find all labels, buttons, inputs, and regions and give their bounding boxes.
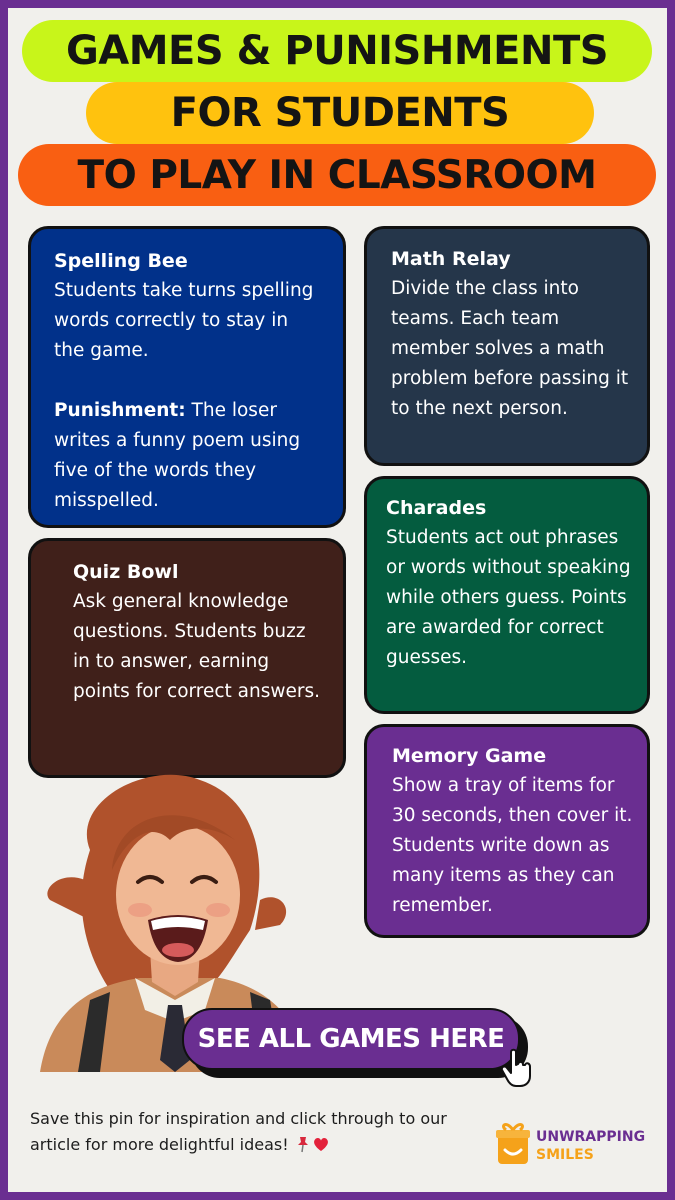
see-all-games-button[interactable]: SEE ALL GAMES HERE bbox=[182, 1008, 520, 1070]
logo-line-2: SMILES bbox=[536, 1147, 594, 1163]
card-title: Quiz Bowl bbox=[73, 561, 179, 583]
card-spelling-bee bbox=[28, 226, 346, 528]
logo-wordmark bbox=[536, 1128, 645, 1164]
card-quiz-bowl bbox=[28, 538, 346, 778]
card-title: Spelling Bee bbox=[54, 250, 188, 272]
card-description: Ask general knowledge questions. Students buzz in to answer, earning points for correct answers. bbox=[73, 591, 321, 702]
card-title: Charades bbox=[386, 497, 487, 519]
logo-line-1: UNWRAPPING bbox=[536, 1129, 646, 1145]
card-description: Show a tray of items for 30 seconds, then cover it. Students write down as many items as they can remember. bbox=[392, 775, 633, 916]
card-title: Math Relay bbox=[391, 248, 511, 270]
card-math-relay bbox=[364, 226, 650, 466]
pushpin-icon bbox=[294, 1135, 312, 1153]
card-description: Divide the class into teams. Each team member solves a math problem before passing it to the next person. bbox=[391, 278, 629, 419]
punishment-text: The loser writes a funny poem using five of the words they misspelled. bbox=[54, 400, 301, 511]
title-line-2: FOR STUDENTS bbox=[86, 82, 594, 144]
card-description: Students act out phrases or words without speaking while others guess. Points are awarded for correct guesses. bbox=[386, 527, 631, 668]
footer-message: Save this pin for inspiration and click through to our article for more delightful ideas! bbox=[30, 1109, 447, 1154]
card-title: Memory Game bbox=[392, 745, 547, 767]
title-line-1: GAMES & PUNISHMENTS bbox=[22, 20, 652, 82]
hand-pointer-icon bbox=[500, 1048, 534, 1088]
card-description: Students take turns spelling words correctly to stay in the game. bbox=[54, 280, 314, 361]
card-punishment bbox=[54, 396, 323, 516]
title-line-3: TO PLAY IN CLASSROOM bbox=[18, 144, 656, 206]
heart-icon bbox=[312, 1135, 330, 1153]
card-memory-game bbox=[364, 724, 650, 938]
card-charades bbox=[364, 476, 650, 714]
punishment-label: Punishment: bbox=[54, 400, 186, 421]
footer-text bbox=[30, 1106, 480, 1158]
